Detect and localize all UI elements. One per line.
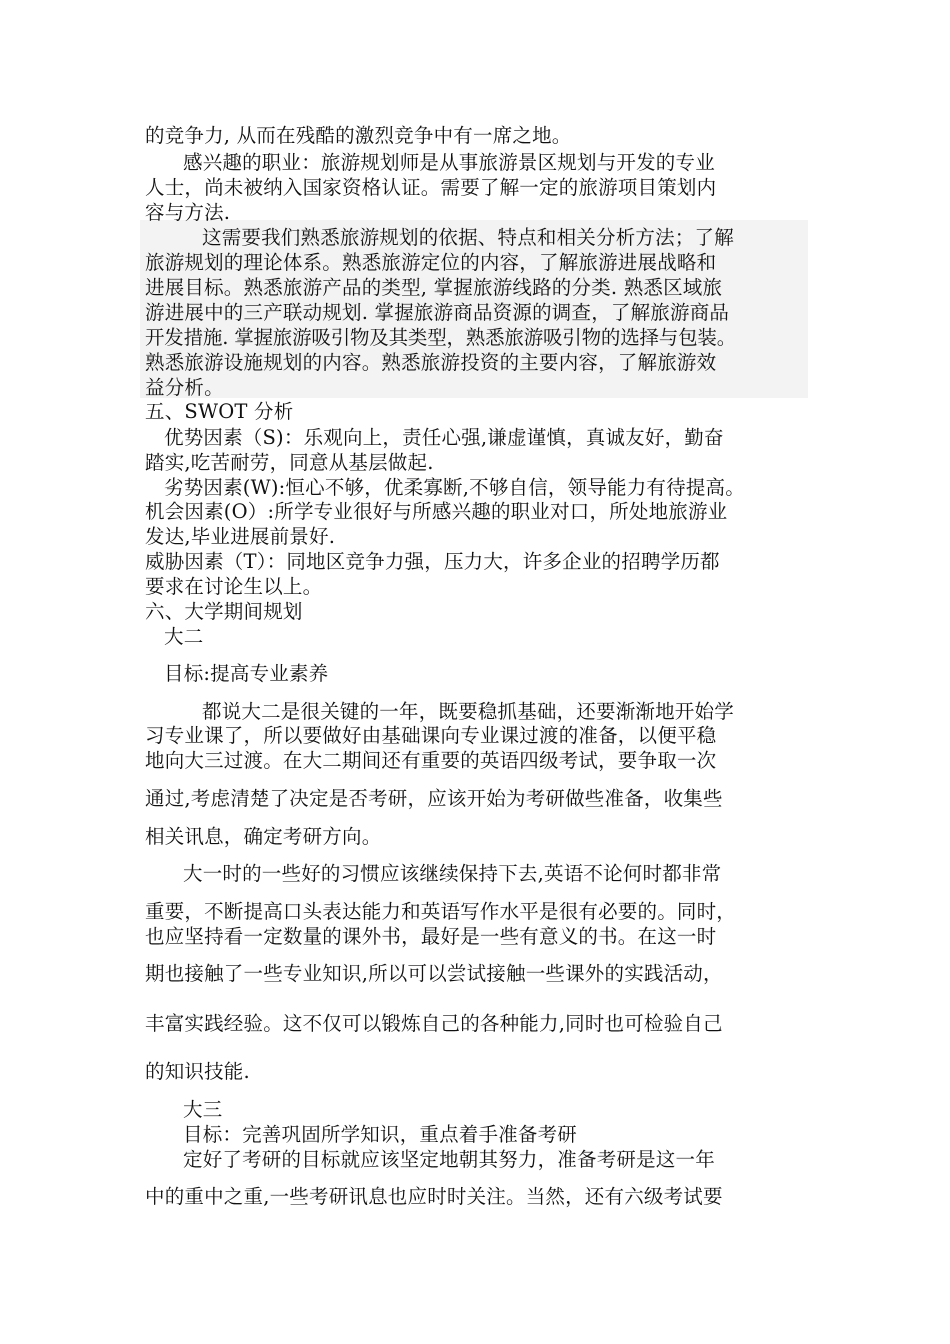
text-line: 定好了考研的目标就应该坚定地朝其努力，准备考研是这一年 [183, 1148, 715, 1171]
goal-line: 目标:提高专业素养 [164, 662, 329, 685]
text-line: 这需要我们熟悉旅游规划的依据、特点和相关分析方法；了解 [202, 226, 734, 249]
text-line: 进展目标。熟悉旅游产品的类型, 掌握旅游线路的分类. 熟悉区域旅 [145, 276, 723, 299]
text-line: 的知识技能. [145, 1060, 250, 1083]
section-heading: 五、SWOT 分析 [145, 400, 294, 423]
subsection-heading: 大三 [183, 1098, 223, 1121]
text-line: 旅游规划的理论体系。熟悉旅游定位的内容，了解旅游进展战略和 [145, 251, 717, 274]
text-line: 熟悉旅游设施规划的内容。熟悉旅游投资的主要内容，了解旅游效 [145, 351, 717, 374]
text-line: 通过,考虑清楚了决定是否考研，应该开始为考研做些准备，收集些 [145, 787, 723, 810]
text-line: 人士，尚未被纳入国家资格认证。需要了解一定的旅游项目策划内 [145, 176, 717, 199]
text-line: 要求在讨论生以上。 [145, 575, 323, 598]
text-line: 益分析。 [145, 376, 224, 399]
text-line: 相关讯息，确定考研方向。 [145, 825, 382, 848]
text-line: 习专业课了，所以要做好由基础课向专业课过渡的准备，以便平稳 [145, 724, 717, 747]
text-line: 中的重中之重,一些考研讯息也应时时关注。当然，还有六级考试要 [145, 1185, 723, 1208]
text-line: 游进展中的三产联动规划. 掌握旅游商品资源的调查，了解旅游商品 [145, 301, 730, 324]
text-line: 丰富实践经验。这不仅可以锻炼自己的各种能力,同时也可检验自己 [145, 1012, 723, 1035]
text-line: 容与方法. [145, 201, 231, 224]
text-line: 发达,毕业进展前景好. [145, 525, 336, 548]
text-line: 地向大三过渡。在大二期间还有重要的英语四级考试，要争取一次 [145, 749, 717, 772]
text-line: 机会因素(O）:所学专业很好与所感兴趣的职业对口，所处地旅游业 [145, 500, 728, 523]
text-line: 也应坚持看一定数量的课外书，最好是一些有意义的书。在这一时 [145, 925, 717, 948]
section-heading: 六、大学期间规划 [145, 600, 303, 623]
text-line: 感兴趣的职业：旅游规划师是从事旅游景区规划与开发的专业 [183, 151, 715, 174]
text-line: 优势因素（S)：乐观向上，责任心强,谦虚谨慎，真诚友好，勤奋 [164, 426, 724, 449]
text-line: 劣势因素(W):恒心不够，优柔寡断,不够自信，领导能力有待提高。 [164, 476, 745, 499]
text-line: 踏实,吃苦耐劳，同意从基层做起. [145, 451, 434, 474]
text-line: 大一时的一些好的习惯应该继续保持下去,英语不论何时都非常 [183, 862, 722, 885]
text-line: 开发措施. 掌握旅游吸引物及其类型，熟悉旅游吸引物的选择与包装。 [145, 326, 736, 349]
text-line: 期也接触了一些专业知识,所以可以尝试接触一些课外的实践活动， [145, 962, 723, 985]
subsection-heading: 大二 [164, 625, 204, 648]
goal-line: 目标：完善巩固所学知识，重点着手准备考研 [183, 1123, 578, 1146]
text-line: 都说大二是很关键的一年，既要稳抓基础，还要渐渐地开始学 [202, 700, 734, 723]
text-line: 的竞争力, 从而在残酷的激烈竞争中有一席之地。 [145, 124, 572, 147]
text-line: 威胁因素（T）：同地区竞争力强，压力大，许多企业的招聘学历都 [145, 550, 720, 573]
text-line: 重要，不断提高口头表达能力和英语写作水平是很有必要的。同时， [145, 900, 737, 923]
